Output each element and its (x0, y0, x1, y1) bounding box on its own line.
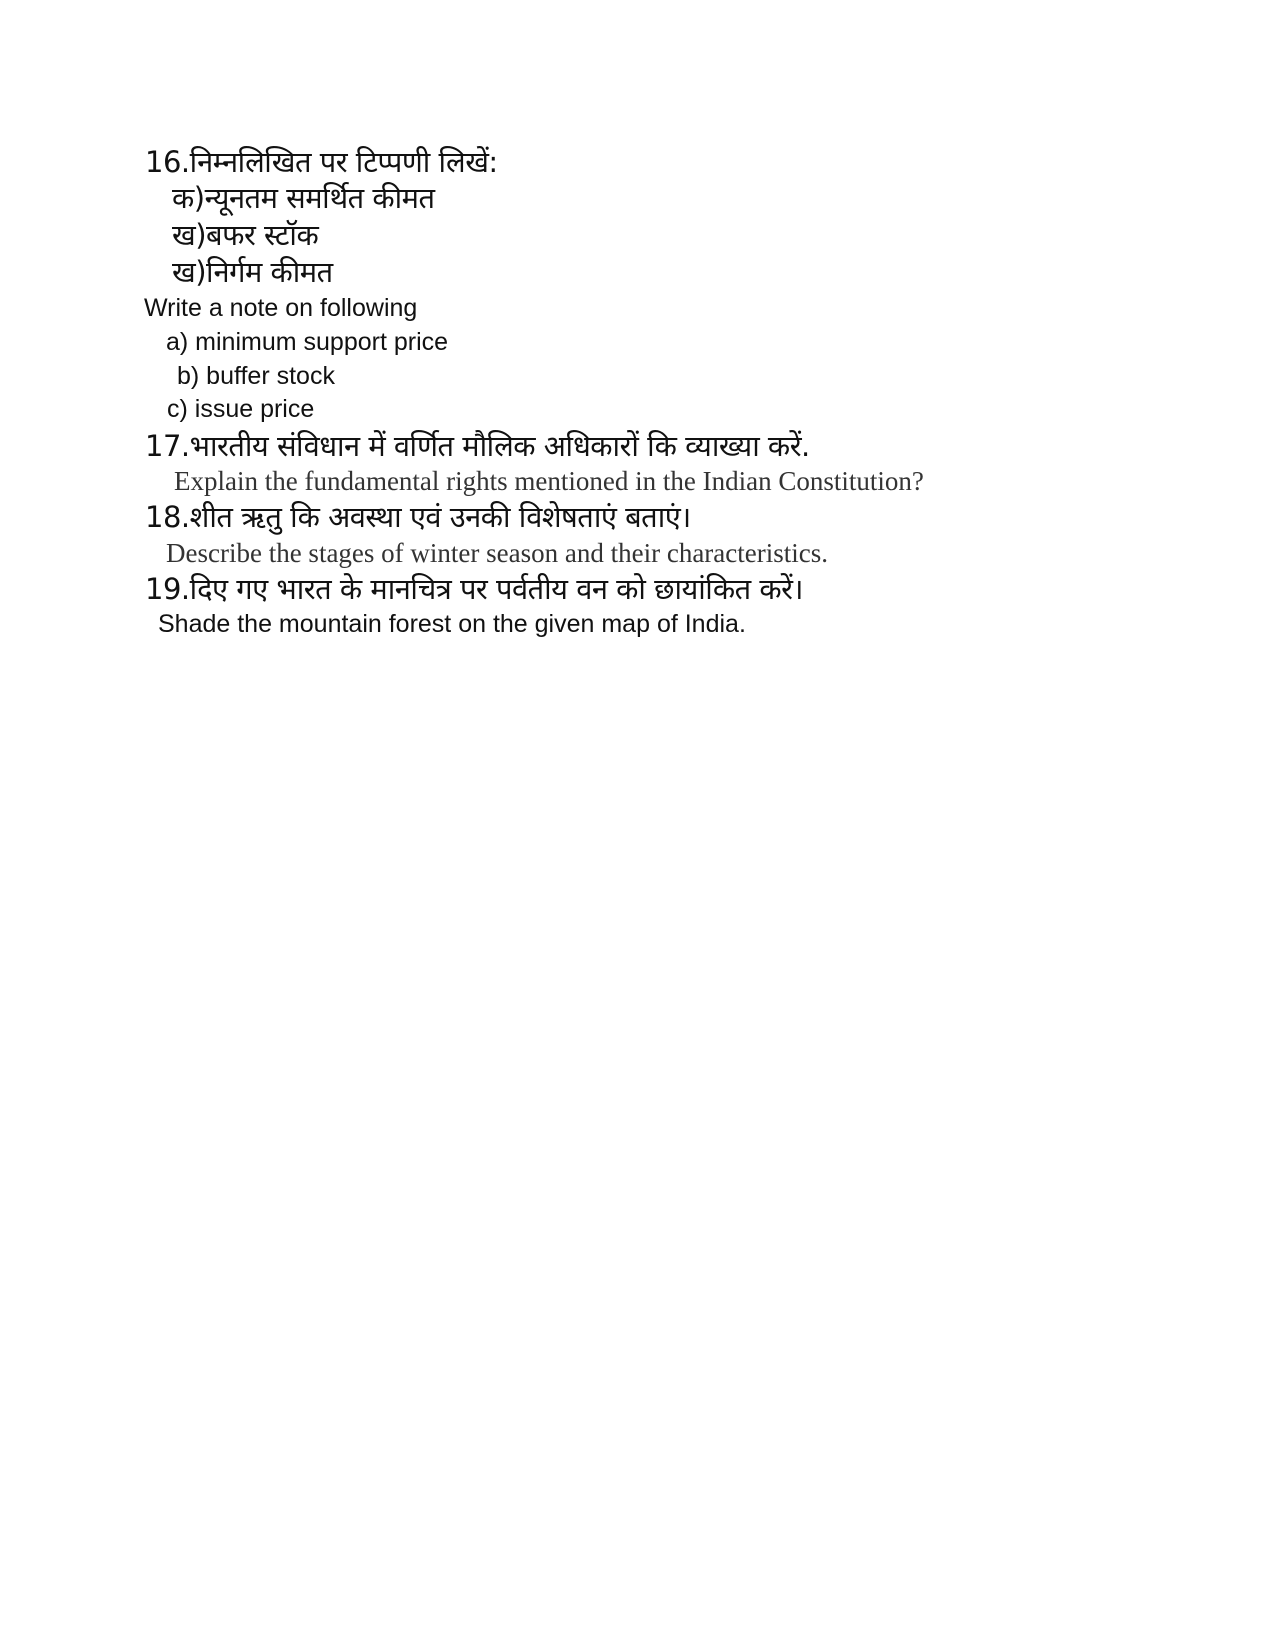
q19-english: Shade the mountain forest on the given map of India. (158, 610, 746, 638)
q19-hindi: 19.दिए गए भारत के मानचित्र पर पर्वतीय वन को छायांकित करें। (145, 572, 803, 606)
q18-hindi: 18.शीत ऋतु कि अवस्था एवं उनकी विशेषताएं बताएं। (145, 500, 691, 534)
q18-english: Describe the stages of winter season and their characteristics. (166, 538, 828, 568)
q17-english: Explain the fundamental rights mentioned in the Indian Constitution? (174, 466, 924, 496)
q16-hindi-item-c: ख)निर्गम कीमत (172, 255, 333, 289)
q16-english-heading: Write a note on following (144, 294, 418, 322)
q16-hindi-heading: 16.निम्नलिखित पर टिप्पणी लिखें: (145, 145, 498, 179)
q16-hindi-item-a: क)न्यूनतम समर्थित कीमत (172, 181, 435, 215)
q16-english-item-c: c) issue price (167, 395, 315, 423)
q16-hindi-item-b: ख)बफर स्टॉक (172, 218, 319, 252)
q16-english-item-a: a) minimum support price (166, 328, 449, 356)
q16-english-item-b: b) buffer stock (177, 362, 335, 390)
q17-hindi: 17.भारतीय संविधान में वर्णित मौलिक अधिकारों कि व्याख्या करें. (145, 429, 810, 463)
